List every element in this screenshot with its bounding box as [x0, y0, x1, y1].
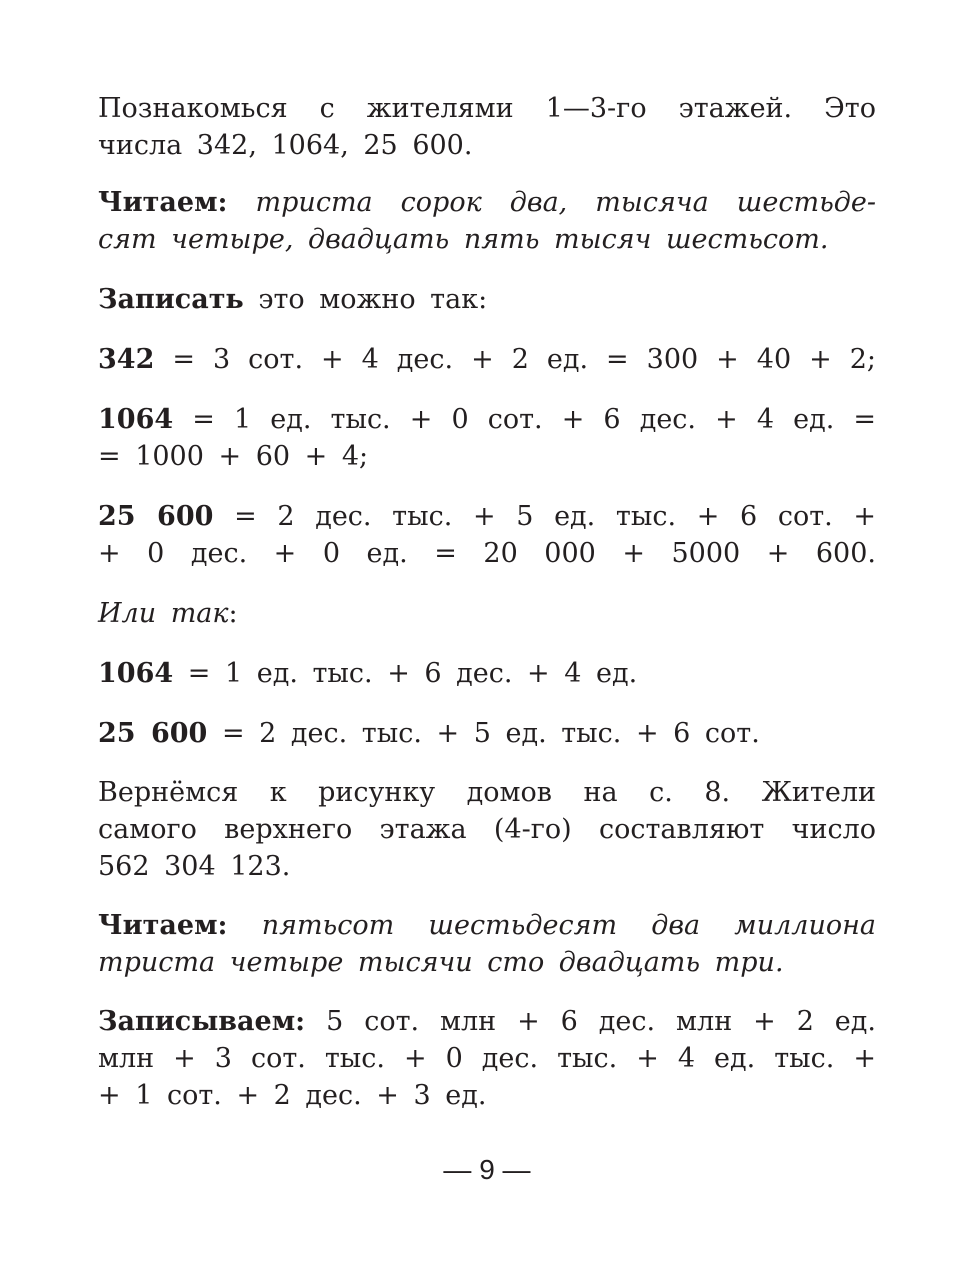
reading-1-line-1 — [98, 184, 876, 221]
or-so-italic: Или так — [98, 598, 229, 629]
or-so-line — [98, 595, 876, 632]
equation-25600-line-2: + 0 дес. + 0 ед. = 20 000 + 5000 + 600. — [98, 538, 876, 569]
write-intro — [98, 281, 876, 318]
return-line-2: самого верхнего этажа (4-го) составляют число — [98, 814, 876, 845]
equation-342-number: 342 — [98, 344, 155, 375]
reading-2-label: Читаем: — [98, 910, 228, 941]
written-line-1 — [98, 1003, 876, 1040]
reading-paragraph-2 — [98, 907, 876, 981]
equation-25600-number: 25 600 — [98, 501, 214, 532]
alt-equation-1064 — [98, 655, 876, 692]
write-intro-line — [98, 281, 876, 318]
equation-25600 — [98, 498, 876, 572]
written-text-1: 5 сот. млн + 6 дес. млн + 2 ед. — [326, 1006, 876, 1037]
equation-1064-text: = 1 ед. тыс. + 0 сот. + 6 дес. + 4 ед. = — [192, 404, 876, 435]
alt-equation-1064-line — [98, 655, 876, 692]
or-so-heading — [98, 595, 876, 632]
equation-1064 — [98, 401, 876, 475]
alt-equation-25600-number: 25 600 — [98, 718, 208, 749]
written-label: Записываем: — [98, 1006, 306, 1037]
reading-label: Читаем: — [98, 187, 228, 218]
written-line-3: + 1 сот. + 2 дес. + 3 ед. — [98, 1080, 487, 1111]
equation-25600-text: = 2 дес. тыс. + 5 ед. тыс. + 6 сот. + — [234, 501, 876, 532]
intro-line-1: Познакомься с жителями 1—3-го этажей. Это — [98, 93, 876, 124]
equation-342-text: = 3 сот. + 4 дес. + 2 ед. = 300 + 40 + 2; — [172, 344, 877, 375]
equation-1064-line-1 — [98, 401, 876, 438]
alt-equation-25600-text: = 2 дес. тыс. + 5 ед. тыс. + 6 сот. — [221, 718, 760, 749]
return-line-1: Вернёмся к рисунку домов на с. 8. Жители — [98, 777, 876, 808]
intro-paragraph — [98, 90, 876, 164]
return-line-3: 562 304 123. — [98, 851, 291, 882]
alt-equation-25600 — [98, 715, 876, 752]
equation-1064-line-2: = 1000 + 60 + 4; — [98, 441, 369, 472]
page-content — [98, 90, 876, 1114]
reading-1-text-1: триста сорок два, тысяча шестьде- — [255, 187, 876, 218]
equation-342-line — [98, 341, 876, 378]
reading-1-text-2: сят четыре, двадцать пять тысяч шестьсот. — [98, 224, 829, 255]
write-label: Записать — [98, 284, 244, 315]
reading-paragraph-1 — [98, 184, 876, 258]
intro-line-2: числа 342, 1064, 25 600. — [98, 130, 473, 161]
page-number: — 9 — — [443, 1154, 531, 1185]
equation-1064-number: 1064 — [98, 404, 174, 435]
alt-equation-25600-line — [98, 715, 876, 752]
written-line-2: млн + 3 сот. тыс. + 0 дес. тыс. + 4 ед. тыс. + — [98, 1043, 876, 1074]
write-text: это можно так: — [258, 284, 488, 315]
equation-342 — [98, 341, 876, 378]
reading-2-text-1: пятьсот шестьдесят два миллиона — [261, 910, 876, 941]
written-paragraph — [98, 1003, 876, 1114]
or-so-colon: : — [228, 598, 238, 629]
return-paragraph — [98, 774, 876, 885]
alt-equation-1064-number: 1064 — [98, 658, 174, 689]
alt-equation-1064-text: = 1 ед. тыс. + 6 дес. + 4 ед. — [187, 658, 638, 689]
equation-25600-line-1 — [98, 498, 876, 535]
reading-2-text-2: триста четыре тысячи сто двадцать три. — [98, 947, 784, 978]
reading-2-line-1 — [98, 907, 876, 944]
